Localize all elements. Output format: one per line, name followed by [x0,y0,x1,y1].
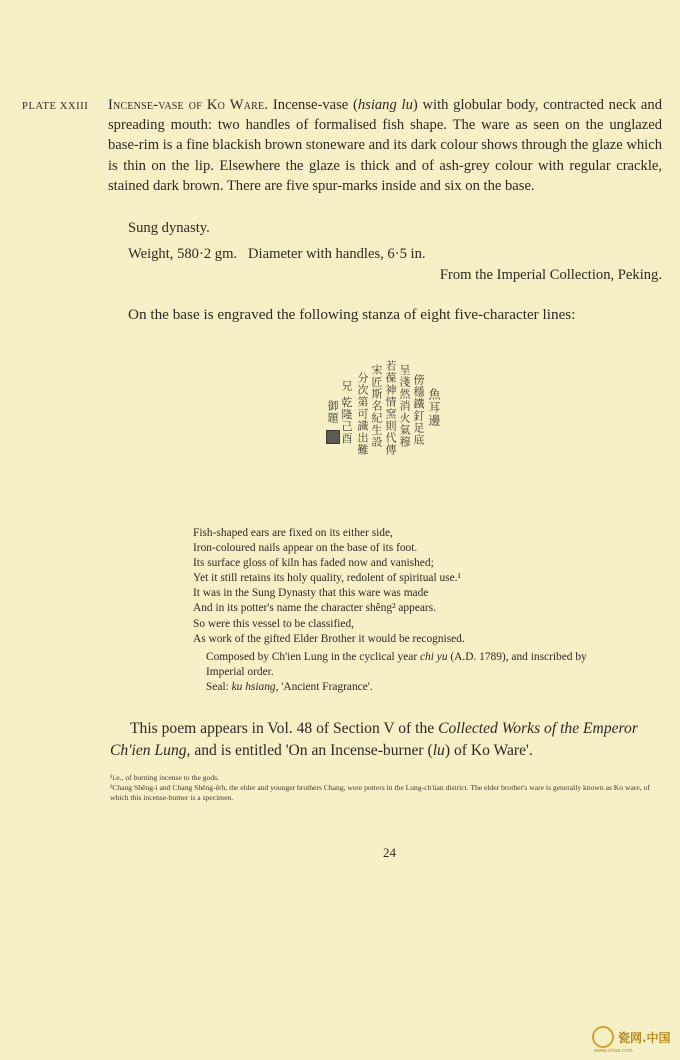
square-seal-icon [326,430,340,444]
hsiang-lu-term: hsiang lu [357,97,413,113]
plate-description [108,95,662,196]
inscription-column: 若葆神情窯則代傳 [384,360,397,456]
poem-translation [193,526,613,647]
composition-note: Composed by Ch'ien Lung in the cyclical year chi yu (A.D. 1789), and inscribed by Imperial order. [206,651,587,679]
seal-name-term: ku hsiang [231,681,276,693]
measurements-line: Weight, 580·2 gm. Diameter with handles, 6·5 in. [128,246,426,262]
poem-line: It was in the Sung Dynasty that this ware was made [193,587,429,600]
inscription-column: 兄 乾隆己酉 [340,380,353,445]
lu-term: lu [432,741,445,759]
provenance-line: From the Imperial Collection, Peking. [439,267,662,283]
poem-line: And in its potter's name the character shêng² appears. [193,602,437,615]
site-watermark [592,1024,676,1054]
footnote: ²Chang Shêng-i and Chang Shêng-êrh, the elder and younger brothers Chang, were potters in the Lung-ch'üan district. The elder brother's ware is generally known as Ko ware, of which this incense-burner is a specimen. [110,783,650,802]
collected-works-title: Collected Works of the Emperor Ch'ien Lung [110,720,638,759]
footnotes [110,773,666,803]
stanza-intro: On the base is engraved the following stanza of eight five-character lines: [128,306,576,323]
inscription-column: 分次第可識出難 [356,372,369,456]
inscription-column: 御題 [326,400,339,424]
page-number: 24 [383,845,396,860]
closing-paragraph: This poem appears in Vol. 48 of Section V of the Collected Works of the Emperor Ch'ien Lung, and is entitled 'On an Incense-burner (lu) of Ko Ware'. [110,720,638,759]
inscription-column: 宋匠斯名紀生設 [370,364,383,448]
inscription-column: 傍穩鐵釘足底 [412,374,425,446]
poem-line: Yet it still retains its holy quality, redolent of spiritual use.¹ [193,572,461,585]
chinese-inscription [326,360,442,480]
poem-line: Fish-shaped ears are fixed on its either side, [193,527,393,539]
description-paragraph: Incense-vase of Ko Ware. Incense-vase (hsiang lu) with globular body, contracted neck and spreading mouth: two handles of formalised fish shape. The ware as seen on the unglazed base-rim is a fine blackish brown stoneware and its dark colour shows through the glaze which is thin on the lip. Elsewhere the glaze is thick and of ash-grey colour with regular crackle, stained dark brown. There are five spur-marks inside and six on the base. [108,97,663,194]
porcelain-logo-icon [592,1026,614,1048]
seal-note: Seal: ku hsiang, 'Ancient Fragrance'. [206,681,373,693]
plate-label: PLATE XXIII [22,101,89,112]
poem-line: Iron-coloured nails appear on the base of its foot. [193,542,418,555]
poem-line: Its surface gloss of kiln has faded now and vanished; [193,557,434,570]
watermark-text: 瓷网.中国 [618,1031,671,1045]
inscription-column: 呈淺然消火氣穆 [398,364,411,448]
watermark-url: www.cinaz.com [594,1048,633,1054]
footnote: ¹i.e., of burning incense to the gods. [110,773,219,782]
poem-line: So were this vessel to be classified, [193,617,355,630]
poem-line: As work of the gifted Elder Brother it would be recognised. [193,632,465,645]
inscription-column: 魚耳邊 [427,388,441,427]
dynasty-line: Sung dynasty. [128,220,210,236]
description-title: Incense-vase of Ko Ware. [108,97,269,113]
cyclical-year-term: chi yu [420,651,448,663]
